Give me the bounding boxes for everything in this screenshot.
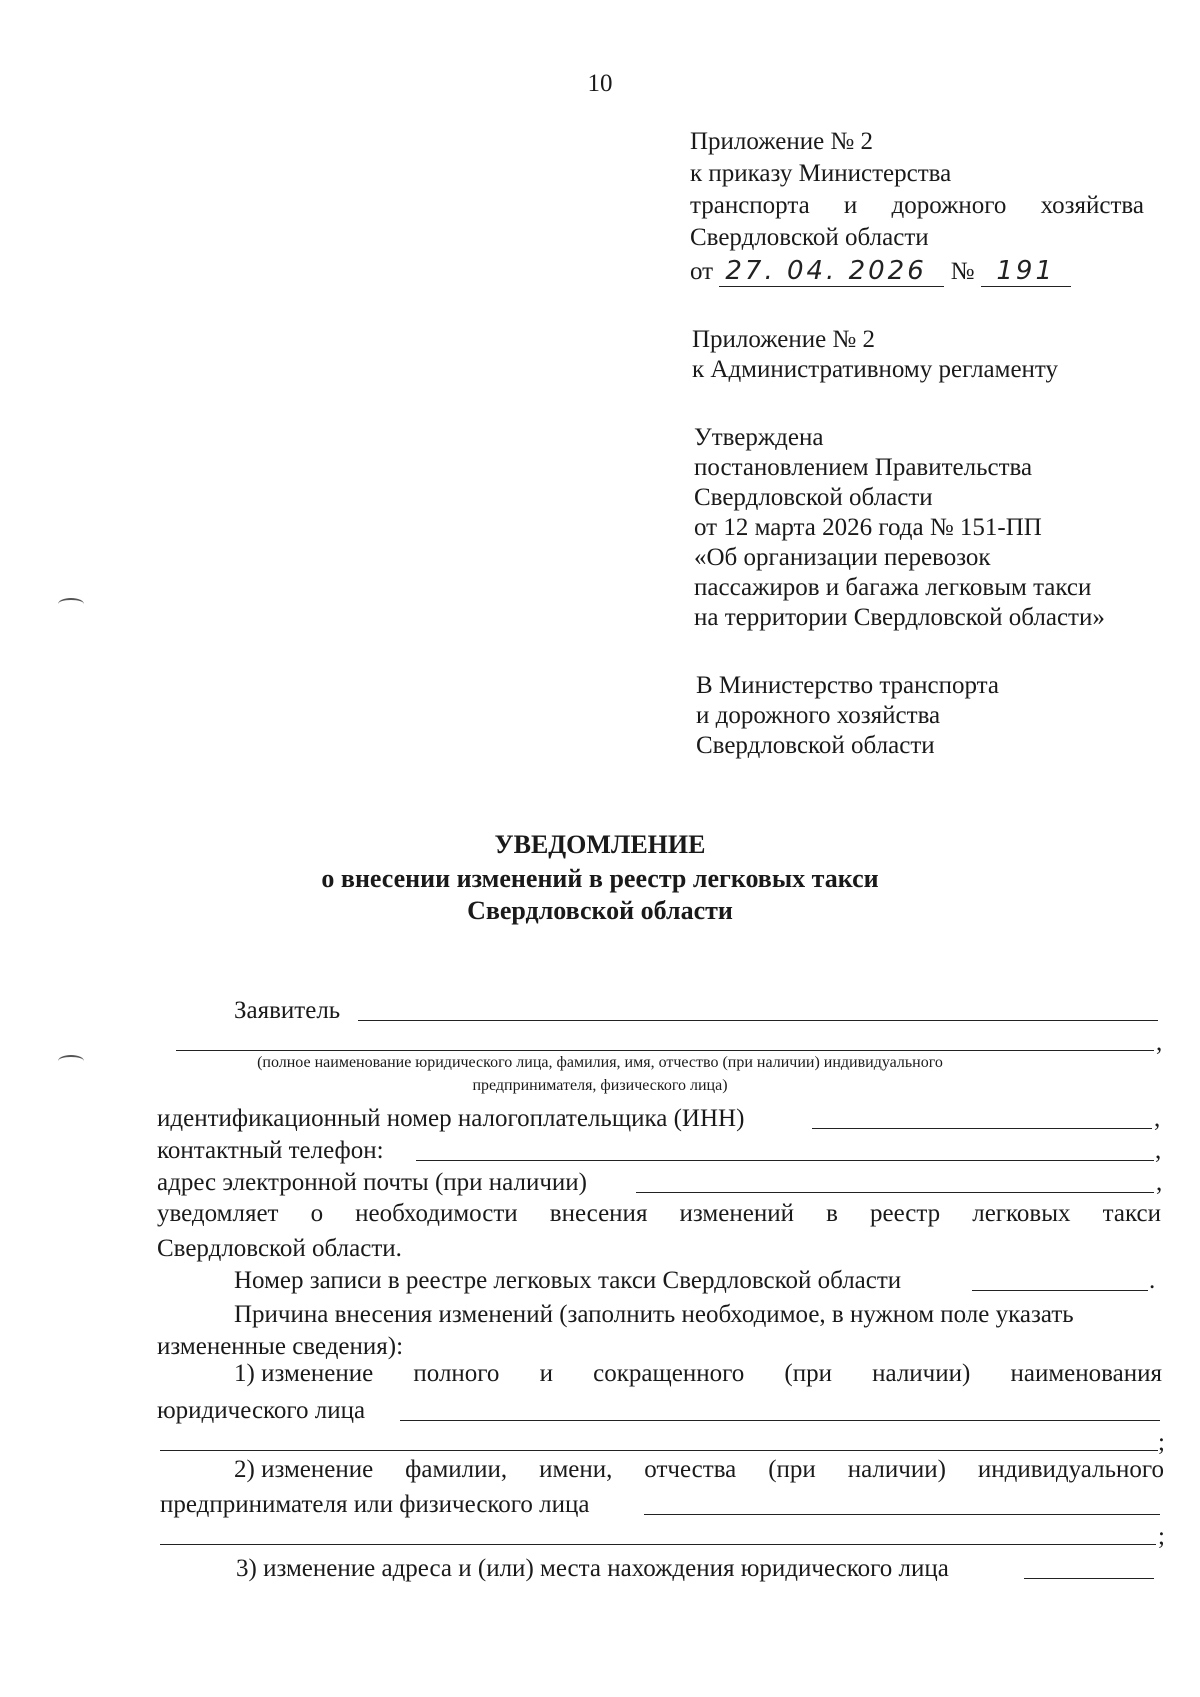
applicant-label: Заявитель — [234, 997, 341, 1024]
entrepreneur-name-field[interactable] — [644, 1514, 1160, 1515]
email-label: адрес электронной почты (при наличии) — [157, 1169, 587, 1196]
reason-line-2: измененные сведения): — [157, 1333, 404, 1360]
order-number-field — [981, 256, 1071, 287]
appendix2-title: Приложение № 2 — [692, 326, 876, 353]
applicant-caption-1: (полное наименование юридического лица, фамилия, имя, отчество (при наличии) индивидуального — [257, 1054, 943, 1071]
legal-entity-name-field[interactable] — [400, 1420, 1160, 1421]
appendix-regulation-block — [692, 326, 1152, 396]
notifies-line: уведомляет о необходимости внесения изменений в реестр легковых такси — [157, 1200, 1161, 1227]
legal-address-field[interactable] — [1024, 1578, 1154, 1579]
approved-title-3: на территории Свердловской области» — [694, 604, 1105, 631]
document-subtitle-2: Свердловской области — [467, 896, 733, 925]
item2-semicolon: ; — [1158, 1523, 1165, 1550]
record-number-field[interactable] — [972, 1290, 1148, 1291]
phone-field[interactable] — [416, 1160, 1154, 1161]
appendix-region: Свердловской области — [690, 224, 929, 251]
addressee-line-1: В Министерство транспорта — [696, 672, 999, 699]
appendix-order-ref: к приказу Министерства — [690, 160, 952, 187]
addressee-line-2: и дорожного хозяйства — [696, 702, 941, 729]
legal-entity-name-field-continued[interactable] — [160, 1450, 1158, 1451]
record-number-label: Номер записи в реестре легковых такси Свердловской области — [234, 1267, 902, 1294]
email-field[interactable] — [636, 1192, 1154, 1193]
entrepreneur-name-field-continued[interactable] — [160, 1544, 1156, 1545]
inn-field[interactable] — [812, 1128, 1152, 1129]
email-comma: , — [1156, 1169, 1163, 1196]
inn-comma: , — [1154, 1105, 1161, 1132]
handwritten-order-date: 27. 04. 2026 — [725, 256, 927, 286]
item1-line: 1) изменение полного и сокращенного (при наличии) наименования — [234, 1360, 1162, 1387]
phone-label: контактный телефон: — [157, 1137, 384, 1164]
item1-semicolon: ; — [1158, 1429, 1165, 1456]
item2-line: 2) изменение фамилии, имени, отчества (при наличии) индивидуального — [234, 1456, 1164, 1483]
appendix-title: Приложение № 2 — [690, 128, 874, 155]
applicant-caption-2: предпринимателя, физического лица) — [472, 1077, 728, 1094]
approved-title-2: пассажиров и багажа легковым такси — [694, 574, 1092, 601]
addressee-line-3: Свердловской области — [696, 732, 935, 759]
date-prefix: от — [690, 258, 714, 285]
order-date-number-line — [690, 256, 1071, 287]
item2-line-2: предпринимателя или физического лица — [160, 1491, 590, 1518]
page-number: 10 — [587, 70, 613, 97]
applicant-name-field-continued[interactable] — [176, 1050, 1154, 1051]
item1-line-2: юридического лица — [157, 1397, 366, 1424]
addressee-block — [696, 672, 1156, 772]
document-subtitle-1: о внесении изменений в реестр легковых такси — [321, 864, 879, 893]
approved-label: Утверждена — [694, 424, 824, 451]
applicant-name-field[interactable] — [358, 1020, 1158, 1021]
approved-region: Свердловской области — [694, 484, 933, 511]
phone-comma: , — [1155, 1137, 1162, 1164]
inn-label: идентификационный номер налогоплательщика (ИНН) — [157, 1105, 745, 1132]
approved-by: постановлением Правительства — [694, 454, 1033, 481]
reason-line-1: Причина внесения изменений (заполнить необходимое, в нужном поле указать — [234, 1301, 1074, 1328]
punch-hole-mark — [58, 598, 84, 610]
order-date-field — [719, 256, 944, 287]
approval-block — [694, 424, 1154, 644]
appendix2-ref: к Административному регламенту — [692, 356, 1059, 383]
approved-title-1: «Об организации перевозок — [694, 544, 991, 571]
appendix-ministry-line: транспорта и дорожного хозяйства — [690, 192, 1144, 219]
item3-line: 3) изменение адреса и (или) места нахождения юридического лица — [236, 1555, 949, 1582]
appendix-order-block — [690, 128, 1150, 298]
handwritten-order-number: 191 — [996, 256, 1056, 286]
number-prefix: № — [950, 258, 975, 285]
record-number-period: . — [1149, 1267, 1156, 1294]
notifies-region: Свердловской области. — [157, 1235, 402, 1262]
applicant-comma: , — [1156, 1029, 1163, 1056]
document-title: УВЕДОМЛЕНИЕ — [494, 830, 706, 859]
approved-date: от 12 марта 2026 года № 151-ПП — [694, 514, 1042, 541]
